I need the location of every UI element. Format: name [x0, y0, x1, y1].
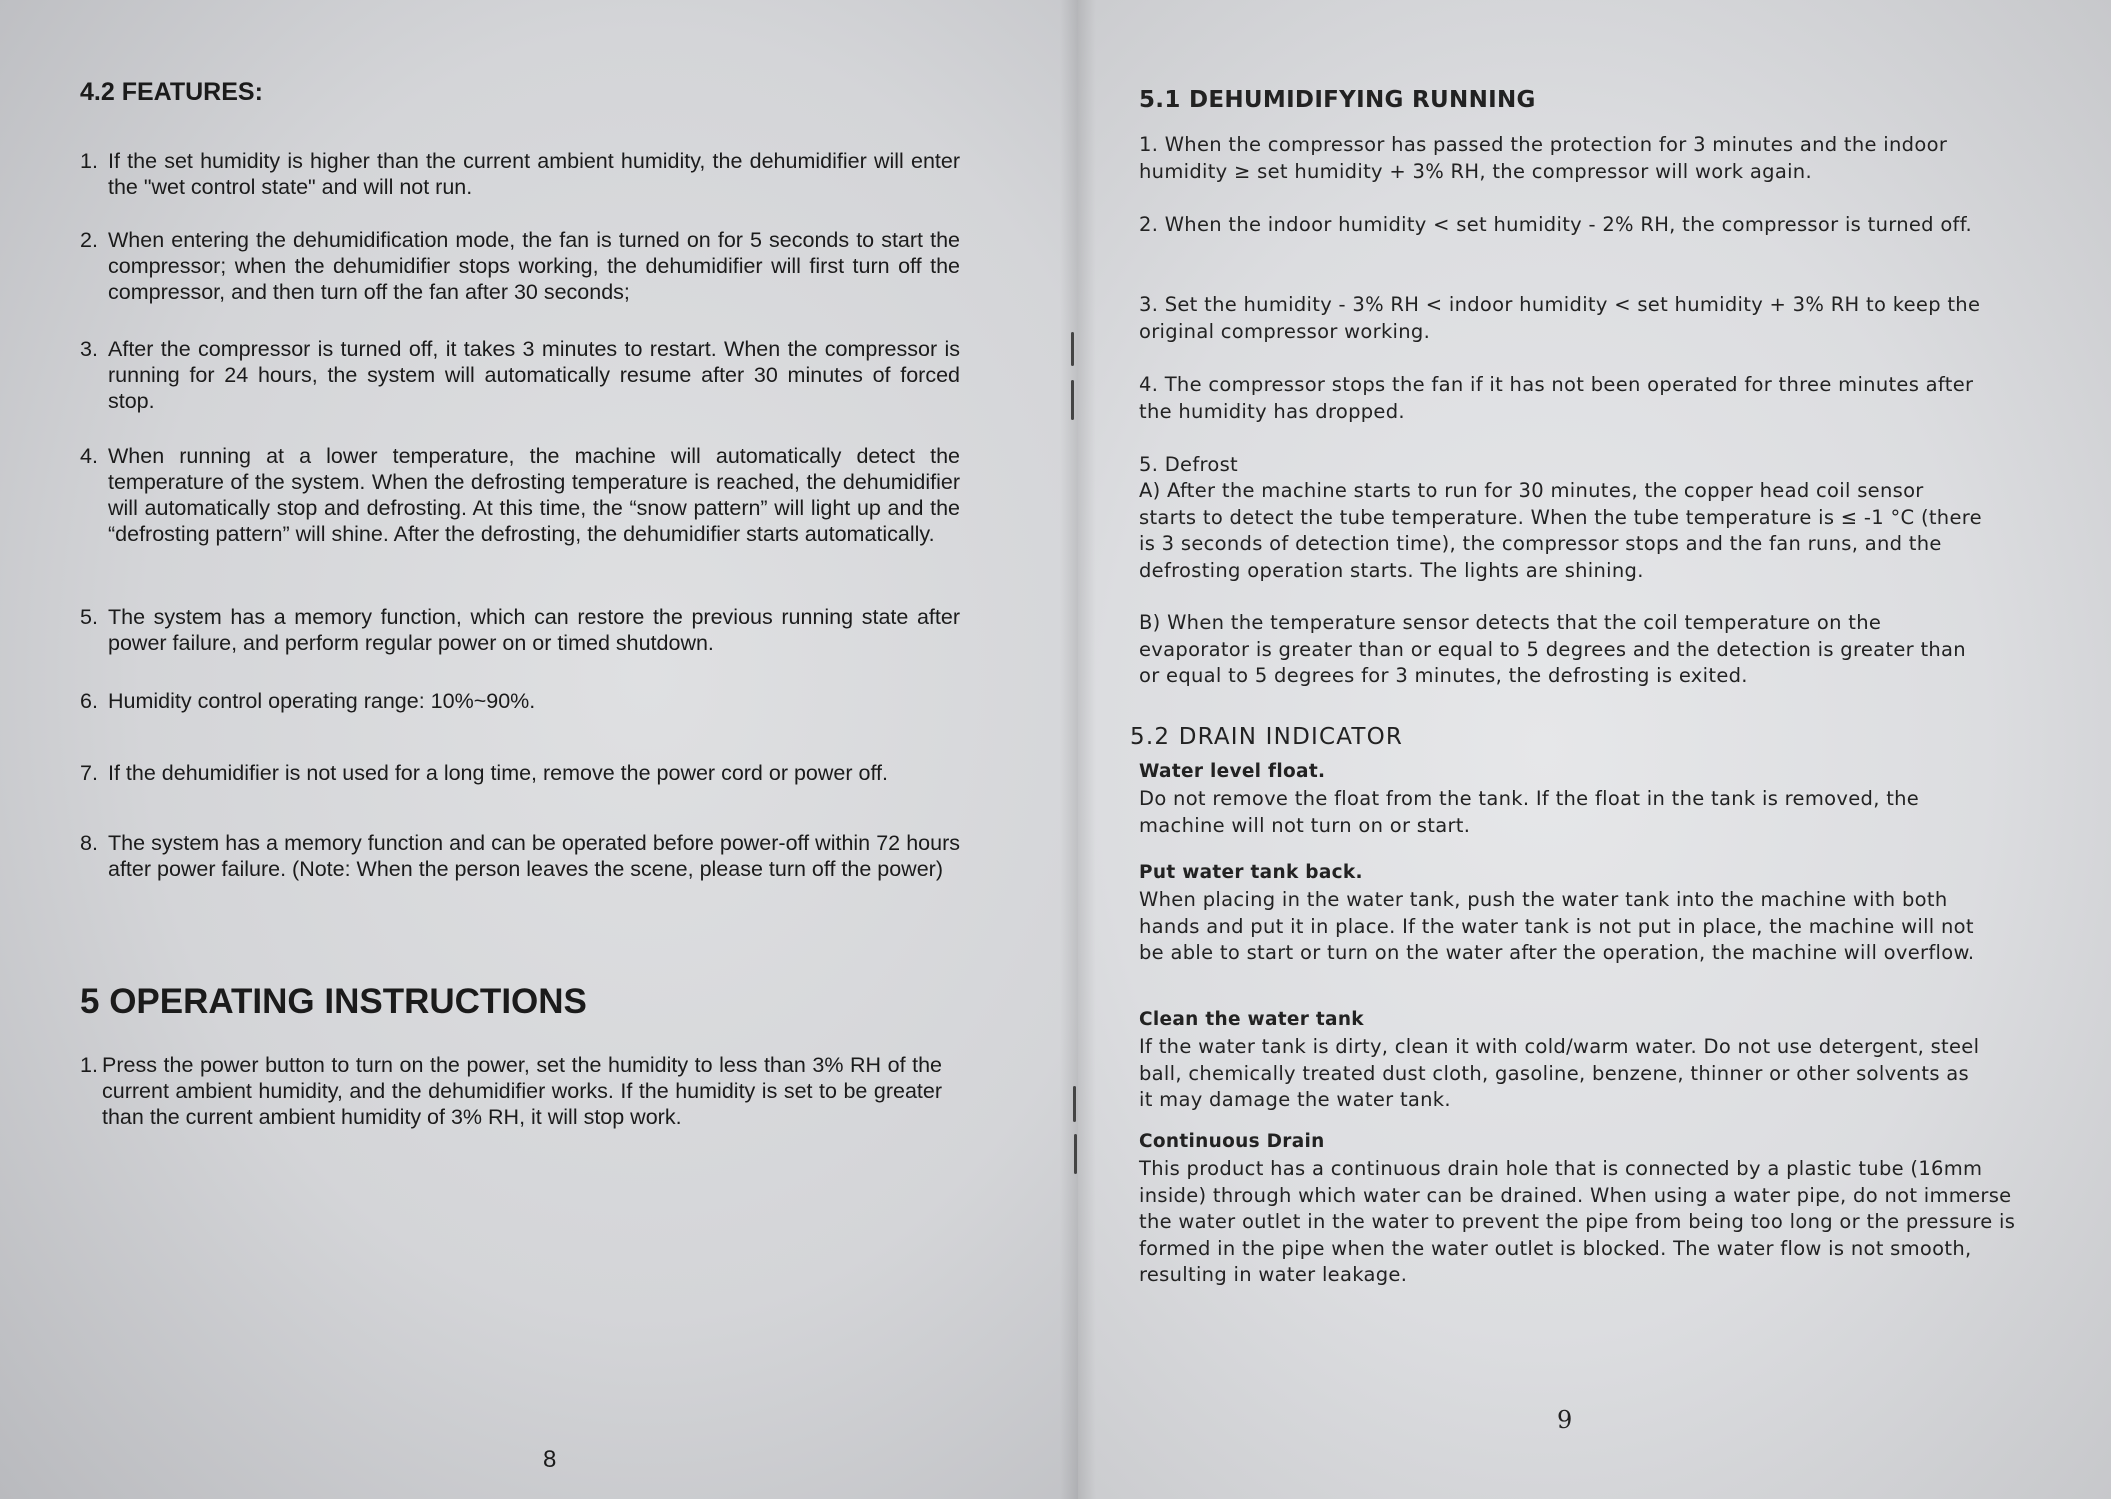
book-gutter: [1060, 0, 1096, 1499]
feature-text: After the compressor is turned off, it takes 3 minutes to restart. When the compressor is running for 24 hours, the system will automatically resume after 30 minutes of forced stop.: [108, 337, 960, 413]
features-heading: 4.2 FEATURES:: [80, 78, 263, 106]
feature-text: Humidity control operating range: 10%~90%.: [108, 689, 536, 713]
feature-number: 6.: [80, 689, 98, 713]
operating-text: Press the power button to turn on the power, set the humidity to less than 3% RH of the current ambient humidity, and the dehumidifier works. If the humidity is set to be greater than the current ambient humidity of 3% RH, it will stop work.: [102, 1053, 942, 1129]
dehumidifying-item-4: 4. The compressor stops the fan if it has not been operated for three minutes after the humidity has dropped.: [1139, 373, 1974, 423]
operating-number: 1.: [80, 1053, 98, 1077]
feature-number: 3.: [80, 337, 98, 361]
feature-number: 7.: [80, 761, 98, 785]
put-back-title: Put water tank back.: [1139, 862, 1363, 883]
operating-item-1: [80, 1052, 942, 1130]
feature-number: 5.: [80, 605, 98, 629]
page-number-left: 8: [543, 1446, 557, 1473]
staple-top-2: [1071, 380, 1074, 420]
feature-item-4: [80, 443, 960, 547]
staple-bottom-2: [1074, 1134, 1077, 1174]
feature-number: 8.: [80, 831, 98, 855]
feature-item-8: [80, 830, 960, 882]
feature-item-2: [80, 227, 960, 305]
feature-text: When entering the dehumidification mode, the fan is turned on for 5 seconds to start the compressor; when the dehumidifier stops working, the dehumidifier will first turn off the compressor, and then turn off the fan after 30 seconds;: [108, 228, 960, 304]
dehumidifying-item-1: 1. When the compressor has passed the protection for 3 minutes and the indoor humidity ≥ set humidity + 3% RH, the compressor will work again.: [1139, 133, 1948, 183]
clean-title: Clean the water tank: [1139, 1009, 1364, 1030]
section-5-2-title: 5.2 DRAIN INDICATOR: [1130, 724, 1404, 750]
continuous-drain-title: Continuous Drain: [1139, 1131, 1325, 1152]
clean-text: If the water tank is dirty, clean it with cold/warm water. Do not use detergent, steel ball, chemically treated dust cloth, gasoline, benzene, thinner or other solvents as it may damage the water tank.: [1139, 1035, 1980, 1111]
defrost-a-text: A) After the machine starts to run for 30 minutes, the copper head coil sensor starts to detect the tube temperature. When the tube temperature is ≤ -1 °C (there is 3 seconds of detection time), the compressor stops and the fan runs, and the defrosting operation starts. The lights are shining.: [1139, 479, 1982, 582]
feature-item-7: [80, 760, 960, 786]
dehumidifying-item-2: 2. When the indoor humidity < set humidity - 2% RH, the compressor is turned off.: [1139, 213, 1972, 236]
put-back-text: When placing in the water tank, push the water tank into the machine with both hands and put it in place. If the water tank is not put in place, the machine will not be able to start or turn on the water after the operation, the machine will overflow.: [1139, 888, 1975, 964]
staple-top-1: [1071, 332, 1074, 366]
water-level-text: Do not remove the float from the tank. If the float in the tank is removed, the machine will not turn on or start.: [1139, 787, 1920, 837]
feature-item-6: [80, 688, 960, 714]
feature-number: 4.: [80, 444, 98, 468]
operating-instructions-heading: 5 OPERATING INSTRUCTIONS: [80, 982, 587, 1021]
feature-number: 2.: [80, 228, 98, 252]
page-number-right: 9: [1557, 1406, 1573, 1434]
section-5-1-title: 5.1 DEHUMIDIFYING RUNNING: [1139, 87, 1536, 113]
defrost-label: 5. Defrost: [1139, 453, 1239, 476]
feature-number: 1.: [80, 149, 98, 173]
defrost-b-text: B) When the temperature sensor detects that the coil temperature on the evaporator is greater than or equal to 5 degrees and the detection is greater than or equal to 5 degrees for 3 minutes, the defrosting is exited.: [1139, 611, 1966, 687]
feature-item-5: [80, 604, 960, 656]
feature-item-3: [80, 336, 960, 414]
staple-bottom-1: [1073, 1086, 1076, 1122]
feature-text: The system has a memory function, which can restore the previous running state after power failure, and perform regular power on or timed shutdown.: [108, 605, 960, 655]
dehumidifying-item-3: 3. Set the humidity - 3% RH < indoor humidity < set humidity + 3% RH to keep the original compressor working.: [1139, 293, 1981, 343]
feature-text: If the dehumidifier is not used for a long time, remove the power cord or power off.: [108, 761, 888, 785]
feature-text: If the set humidity is higher than the current ambient humidity, the dehumidifier will enter the "wet control state" and will not run.: [108, 149, 960, 199]
continuous-drain-text: This product has a continuous drain hole that is connected by a plastic tube (16mm inside) through which water can be drained. When using a water pipe, do not immerse the water outlet in the water to prevent the pipe from being too long or the pressure is formed in the pipe when the water outlet is blocked. The water flow is not smooth, resulting in water leakage.: [1139, 1157, 2016, 1286]
right-page: [1078, 0, 2111, 1499]
water-level-title: Water level float.: [1139, 761, 1326, 782]
feature-text: The system has a memory function and can be operated before power-off within 72 hours after power failure. (Note: When the person leaves the scene, please turn off the power): [108, 831, 960, 881]
feature-text: When running at a lower temperature, the machine will automatically detect the temperature of the system. When the defrosting temperature is reached, the dehumidifier will automatically stop and defrosting. At this time, the “snow pattern” will light up and the “defrosting pattern” will shine. After the defrosting, the dehumidifier starts automatically.: [108, 444, 960, 546]
feature-item-1: [80, 148, 960, 200]
